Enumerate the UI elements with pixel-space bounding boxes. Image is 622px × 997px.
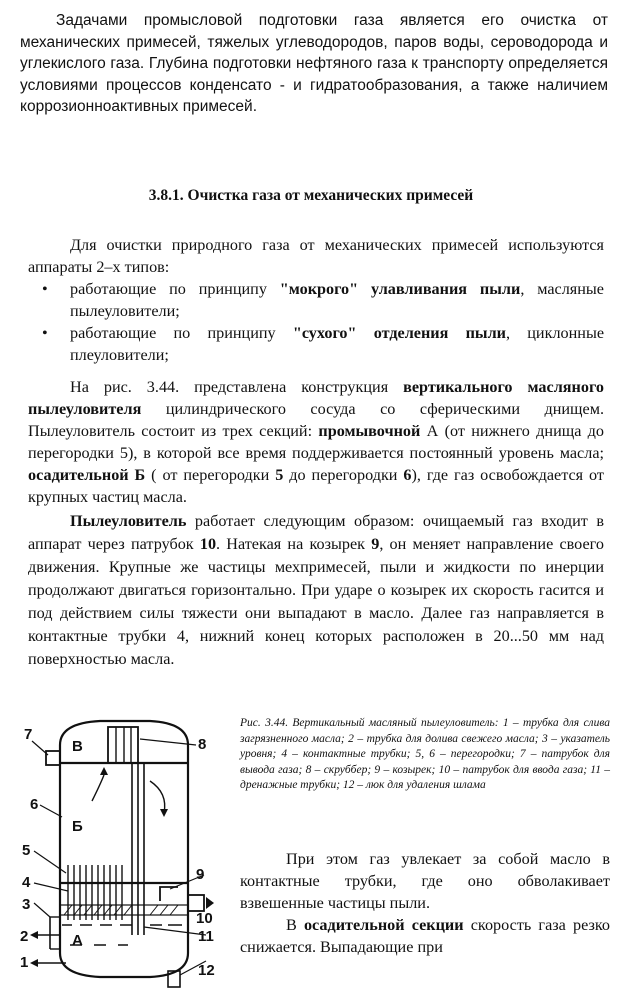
section-heading: 3.8.1. Очистка газа от механических примесей (148, 187, 474, 204)
label-6: 6 (30, 796, 39, 813)
list-item-wet: • работающие по принципу "мокрого" улавливания пыли, масляные пылеуловители; (42, 280, 604, 320)
paragraph-construction: На рис. 3.44. представлена конструкция вертикального масляного пылеуловителя цилиндрического сосуда со сферическими днищем. Пылеуловитель состоит из трех секций: промывочной А (от нижнего днища до перегородки 5), в которой все время поддерживается постоянный уровень масла; осадительной Б ( от перегородки 5 до перегородки 6), где газ освобождается от крупных частиц масла. (28, 378, 605, 506)
label-12: 12 (198, 962, 215, 979)
inlet-arrow (206, 897, 214, 909)
device-types-list (28, 278, 604, 366)
label-4: 4 (22, 874, 31, 891)
section-label-v: В (72, 738, 83, 755)
label-10: 10 (196, 910, 213, 927)
gas-outlet (46, 751, 60, 765)
paragraph-settling: В осадительной секции скорость газа резко снижается. Выпадающие при (240, 916, 610, 956)
paragraph-operation: Пылеуловитель работает следующим образом: очищаемый газ входит в аппарат через патрубок 10. Натекая на козырек 9, он меняет направление своего движения. Крупные же частицы мехпримесей, пыли и жидкости по инерции продолжают двигаться горизонтально. При ударе о козырек их скорость гасится и под действием силы тяжести они выпадают в масло. Далее газ направляется в контактные трубки 4, нижний конец которых расположен в 20...50 мм над поверхностью масла. (28, 512, 604, 668)
label-1: 1 (20, 954, 29, 971)
label-3: 3 (22, 896, 31, 913)
label-11: 11 (198, 928, 214, 945)
figure-caption: Рис. 3.44. Вертикальный масляный пылеуловитель: 1 – трубка для слива загрязненного масла; 2 – трубка для долива свежего масла; 3 – указатель уровня; 4 – контактные трубки; 5, 6 – перегородки; 7 – патрубок для вывода газа; 8 – скруббер; 9 – козырек; 10 – патрубок для ввода газа; 11 – дренажные трубки; 12 – люк для удаления шлама (240, 717, 610, 791)
flow-arrow (150, 781, 165, 813)
paragraph-device-types: Для очистки природного газа от механических примесей используются аппараты 2–х типов: (28, 236, 604, 276)
gas-inlet (188, 895, 204, 911)
scrubber (108, 727, 138, 763)
intro-paragraph: Задачами промысловой подготовки газа является его очистка от механических примесей, тяжелых углеводородов, паров воды, сероводорода и углекислого газа. Глубина подготовки нефтяного газа к транспорту определяется условиями процессов конденсато - и гидратообразования, а также наличием коррозионноактивных примесей. (20, 12, 608, 115)
label-8: 8 (198, 736, 207, 753)
bullet-icon: • (42, 324, 48, 342)
section-label-b: Б (72, 818, 83, 835)
label-2: 2 (20, 928, 29, 945)
visor (160, 887, 178, 901)
list-item-dry: • работающие по принципу "сухого" отделения пыли, циклонные плеуловители; (42, 324, 604, 364)
paragraph-contact-tubes: При этом газ увлекает за собой масло в контактные трубки, где оно обволакивает взвешенные частицы пыли. (240, 850, 610, 912)
label-7: 7 (24, 726, 33, 743)
label-9: 9 (196, 866, 205, 883)
label-5: 5 (22, 842, 31, 859)
section-label-a: А (72, 932, 83, 949)
dust-collector-diagram (0, 705, 236, 997)
bullet-icon: • (42, 280, 48, 298)
